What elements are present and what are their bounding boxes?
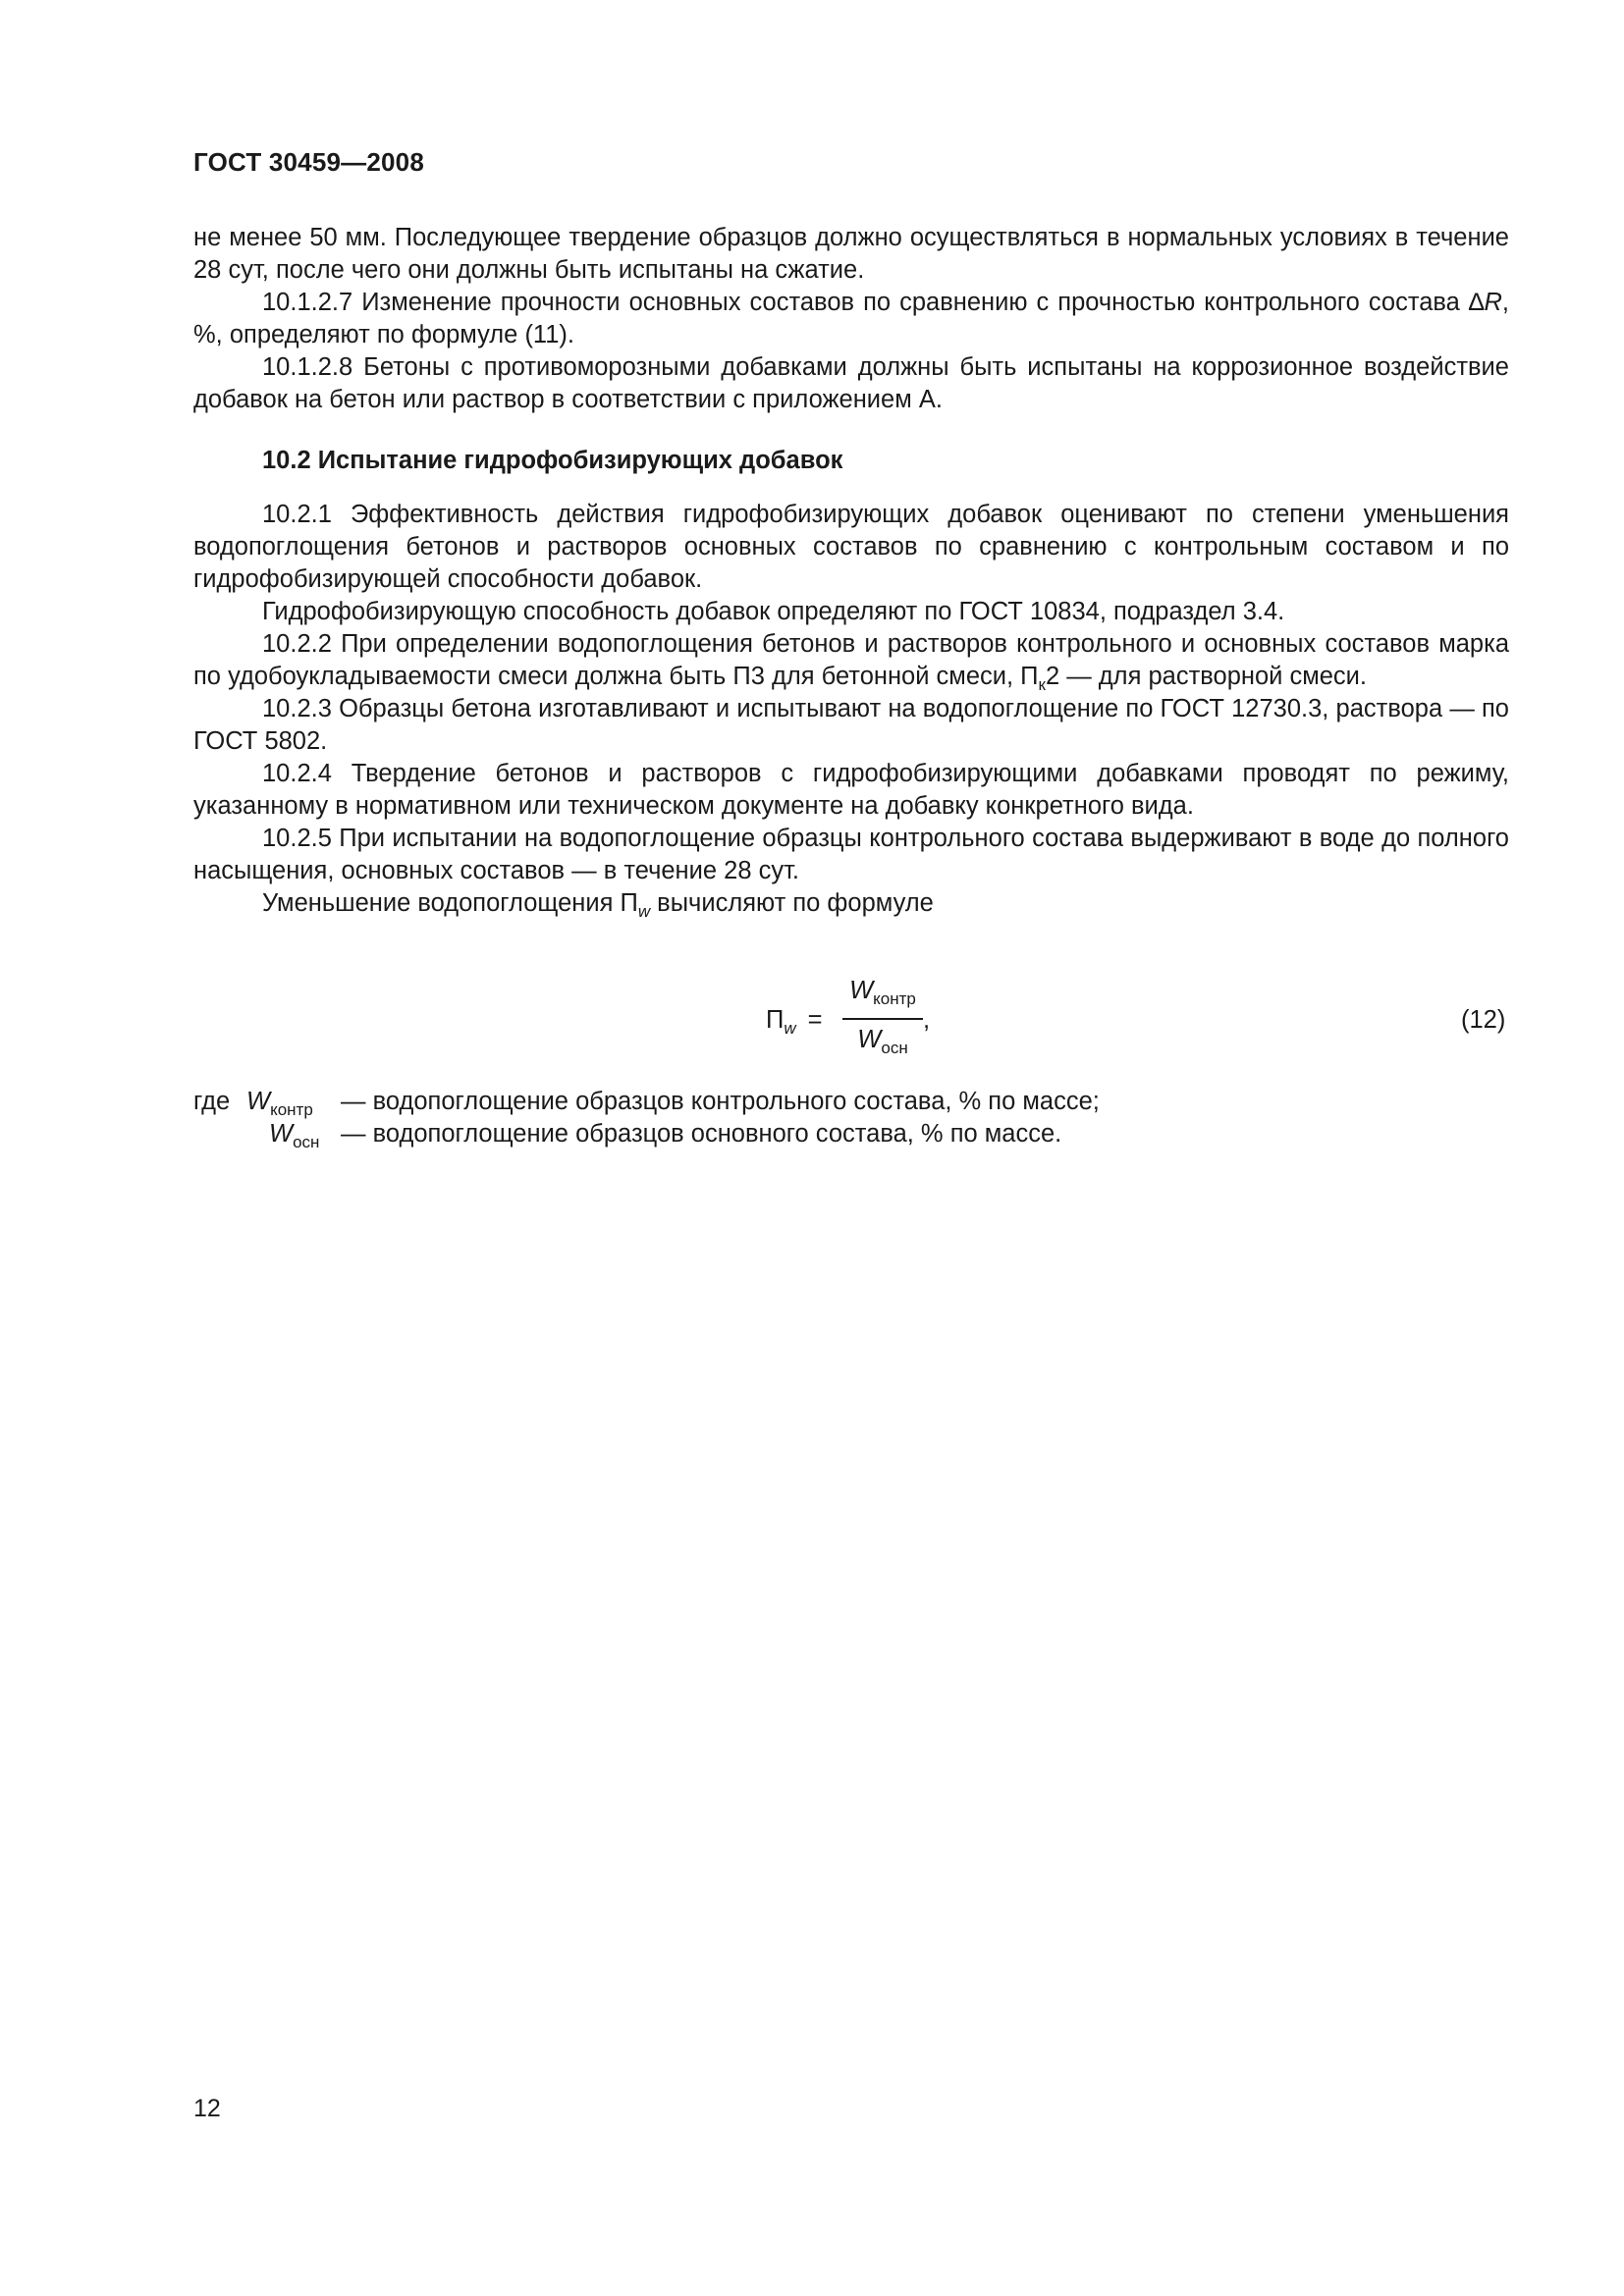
paragraph-10-2-1: 10.2.1 Эффективность действия гидрофобизирующих добавок оценивают по степени уменьшения водопоглощения бетонов и растворов основных составов по сравнению с контрольным составом и по гидрофобизирующей способности добавок. (193, 501, 1509, 593)
formula-lhs: $П_w$ = (766, 1006, 823, 1038)
legend-symbol-control: $W_{контр}$ (246, 1088, 313, 1119)
section-heading: 10.2 Испытание гидрофобизирующих добавок (262, 447, 843, 474)
formula-denominator: $W_{осн}$ (857, 1026, 908, 1057)
document-header: ГОСТ 30459—2008 (193, 147, 424, 177)
top-text-block (193, 222, 1509, 416)
r-symbol: R (1484, 289, 1502, 316)
paragraph-10-2-5: 10.2.5 При испытании на водопоглощение образцы контрольного состава выдерживают в воде до полного насыщения, основных составов — в течение 28 сут. (193, 825, 1509, 884)
page-number: 12 (193, 2095, 221, 2122)
paragraph-10-2-4: 10.2.4 Твердение бетонов и растворов с гидрофобизирующими добавками проводят по режиму, указанному в нормативном или техническом документе на добавку конкретного вида. (193, 760, 1509, 820)
paragraph-10-2-3: 10.2.3 Образцы бетона изготавливают и испытывают на водопоглощение по ГОСТ 12730.3, раствора — по ГОСТ 5802. (193, 695, 1509, 755)
paragraph-10-1-2-8: 10.1.2.8 Бетоны с противоморозными добавками должны быть испытаны на коррозионное воздействие добавок на бетон или раствор в соответствии с приложением А. (193, 353, 1509, 413)
delta-symbol: ∆ (1468, 289, 1485, 316)
fraction-bar (842, 1018, 923, 1020)
where-label: где (193, 1088, 231, 1115)
legend-desc-control: — водопоглощение образцов контрольного состава, % по массе; (341, 1088, 1100, 1115)
legend-symbol-main: $W_{осн}$ (269, 1120, 320, 1151)
formula-numerator: $W_{контр}$ (849, 977, 916, 1008)
paragraph-continuation: не менее 50 мм. Последующее твердение образцов должно осуществляться в нормальных условиях в течение 28 сут, после чего они должны быть испытаны на сжатие. (193, 224, 1509, 284)
paragraph-hydrophobic-ability: Гидрофобизирующую способность добавок определяют по ГОСТ 10834, подраздел 3.4. (262, 598, 1285, 625)
legend-desc-main: — водопоглощение образцов основного состава, % по массе. (341, 1120, 1062, 1148)
body-text-block (193, 499, 1509, 920)
formula-number: (12) (1461, 1006, 1506, 1034)
paragraph-10-2-2: 10.2.2 При определении водопоглощения бетонов и растворов контрольного и основных составов марка по удобоукладываемости смеси должна быть П3 для бетонной смеси, $П_к2$ — для растворной смеси. (193, 630, 1509, 694)
paragraph-formula-intro: Уменьшение водопоглощения $П_w$ вычисляют по формуле (262, 889, 934, 921)
formula-comma: , (923, 1006, 931, 1034)
paragraph-10-1-2-7: 10.1.2.7 Изменение прочности основных составов по сравнению с прочностью контрольного состава ∆R, %, определяют по формуле (11). (193, 289, 1509, 348)
